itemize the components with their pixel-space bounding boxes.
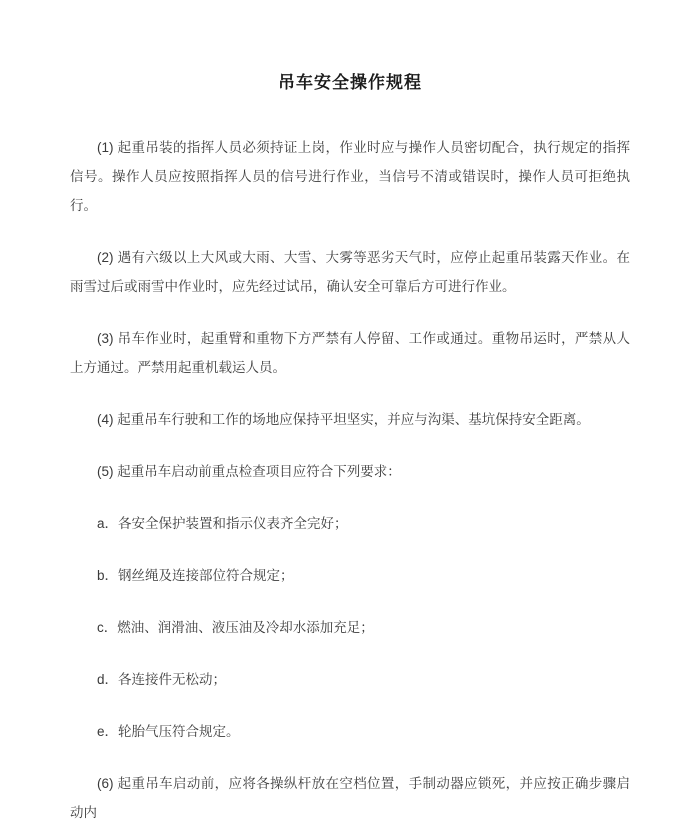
paragraph: (2) 遇有六级以上大风或大雨、大雪、大雾等恶劣天气时，应停止起重吊装露天作业。在雨雪过后或雨雪中作业时，应先经过试吊，确认安全可靠后方可进行作业。 [70,250,630,294]
paragraph: a．各安全保护装置和指示仪表齐全完好； [97,516,348,531]
paragraph: c．燃油、润滑油、液压油及冷却水添加充足； [97,620,374,635]
paragraph: b．钢丝绳及连接部位符合规定； [97,568,294,583]
paragraph: (3) 吊车作业时，起重臂和重物下方严禁有人停留、工作或通过。重物吊运时，严禁从人上方通过。严禁用起重机载运人员。 [70,331,630,375]
paragraph: (6) 起重吊车启动前，应将各操纵杆放在空档位置，手制动器应锁死，并应按正确步骤启动内 [70,776,630,820]
paragraph: (5) 起重吊车启动前重点检查项目应符合下列要求： [97,464,401,479]
paragraph: d．各连接件无松动； [97,672,227,687]
paragraph: (4) 起重吊车行驶和工作的场地应保持平坦坚实，并应与沟渠、基坑保持安全距离。 [97,412,590,427]
paragraph: e．轮胎气压符合规定。 [97,724,240,739]
document-body [70,133,630,827]
paragraph: (1) 起重吊装的指挥人员必须持证上岗，作业时应与操作人员密切配合，执行规定的指挥信号。操作人员应按照指挥人员的信号进行作业，当信号不清或错误时，操作人员可拒绝执行。 [70,140,630,213]
document-title: 吊车安全操作规程 [278,73,422,92]
